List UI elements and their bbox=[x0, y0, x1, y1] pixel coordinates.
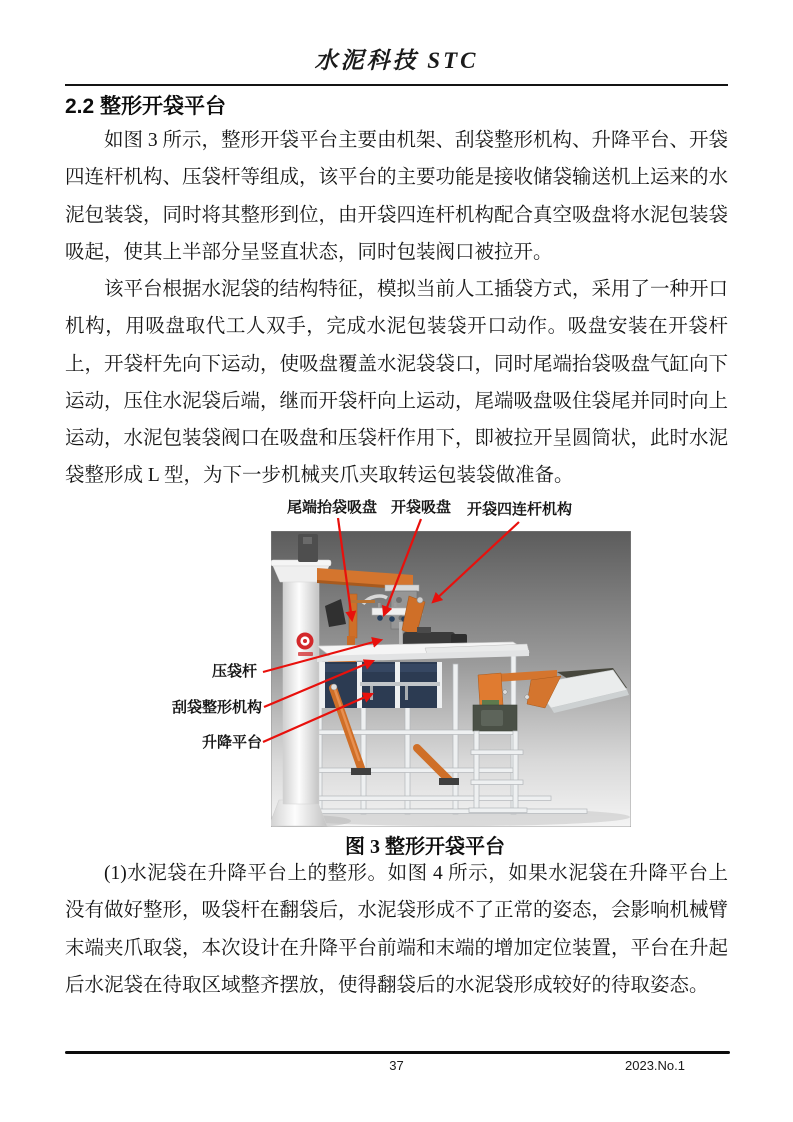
figure-label-linkage: 开袋四连杆机构 bbox=[467, 501, 573, 518]
paragraph-2: 该平台根据水泥袋的结构特征，模拟当前人工插袋方式，采用了一种开口机构，用吸盘取代工人双手，完成水泥包装袋开口动作。吸盘安装在开袋杆上，开袋杆先向下运动，使吸盘覆盖水泥袋袋口，同时尾端抬袋吸盘气缸向下运动，压住水泥袋后端，继而开袋杆向上运动，尾端吸盘吸住袋尾并同时向上运动，水泥包装袋阀口在吸盘和压袋杆作用下，即被拉开呈圆筒状，此时水泥袋整形成 L 型，为下一步机械夹爪夹取转运包装袋做准备。 bbox=[65, 279, 729, 487]
figure-label-open-suction: 开袋吸盘 bbox=[391, 499, 452, 516]
section-heading: 2.2 整形开袋平台 bbox=[65, 95, 227, 118]
brand-logo-icon bbox=[297, 633, 314, 657]
figure-image bbox=[65, 496, 728, 858]
issue-number: 2023.No.1 bbox=[625, 1058, 685, 1073]
figure-label-scraper: 刮袋整形机构 bbox=[172, 699, 263, 716]
header-rule bbox=[65, 84, 728, 86]
figure-label-press-rod: 压袋杆 bbox=[212, 663, 258, 680]
figure-label-lift-platform: 升降平台 bbox=[202, 734, 263, 751]
figure-caption: 图 3 整形开袋平台 bbox=[345, 836, 505, 858]
footer-rule bbox=[65, 1051, 730, 1054]
journal-title: 水泥科技 STC bbox=[314, 48, 479, 73]
figure-label-tail-suction: 尾端抬袋吸盘 bbox=[287, 499, 378, 516]
paragraph-1: 如图 3 所示，整形开袋平台主要由机架、刮袋整形机构、升降平台、开袋四连杆机构、压袋杆等组成，该平台的主要功能是接收储袋输送机上运来的水泥包装袋，同时将其整形到位，由开袋四连杆机构配合真空吸盘将水泥包装袋吸起，使其上半部分呈竖直状态，同时包装阀口被拉开。 bbox=[65, 130, 729, 263]
page-footer bbox=[65, 1058, 728, 1078]
lift-platform-rail bbox=[360, 682, 440, 686]
paragraph-3: (1)水泥袋在升降平台上的整形。如图 4 所示，如果水泥袋在升降平台上没有做好整形，吸袋杆在翻袋后，水泥袋形成不了正常的姿态，会影响机械臂末端夹爪取袋，本次设计在升降平台前端和末端的增加定位装置，平台在升起后水泥袋在待取区域整齐摆放，使得翻袋后的水泥袋形成较好的待取姿态。 bbox=[65, 863, 729, 996]
figure-3 bbox=[65, 496, 728, 858]
page-number: 37 bbox=[389, 1058, 404, 1073]
